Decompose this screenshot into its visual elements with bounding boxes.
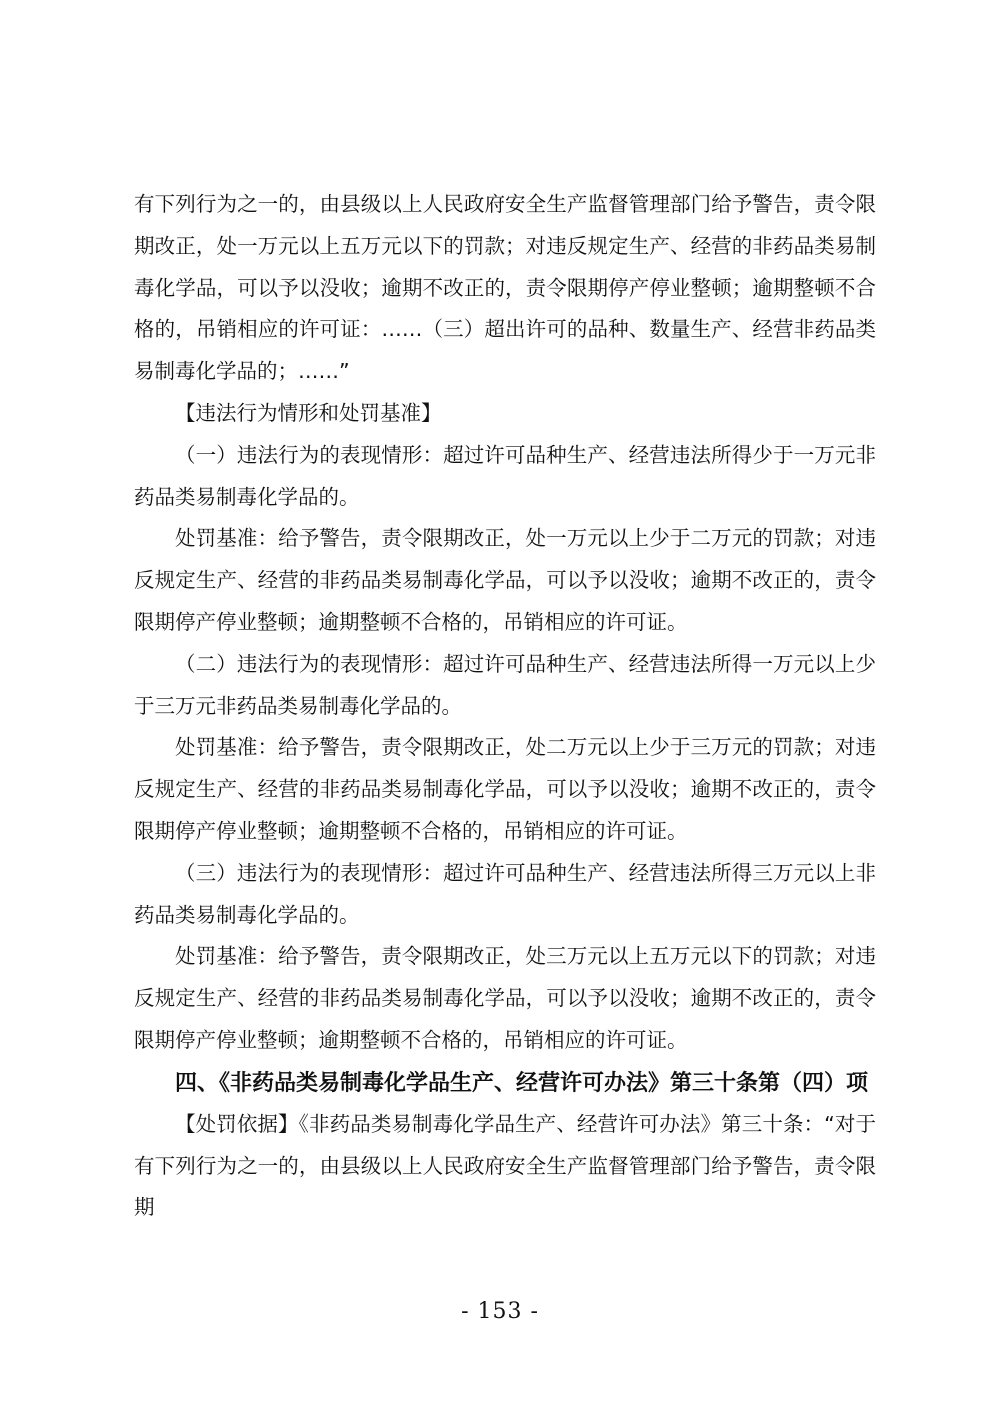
paragraph-case-three: （三）违法行为的表现情形：超过许可品种生产、经营违法所得三万元以上非药品类易制毒化学品的。 <box>134 860 876 927</box>
paragraph-legal-basis: 【处罚依据】《非药品类易制毒化学品生产、经营许可办法》第三十条：“对于有下列行为之一的，由县级以上人民政府安全生产监督管理部门给予警告，责令限期 <box>134 1111 876 1220</box>
document-body <box>134 184 876 1229</box>
paragraph-case-two: （二）违法行为的表现情形：超过许可品种生产、经营违法所得一万元以上少于三万元非药品类易制毒化学品的。 <box>134 651 876 718</box>
paragraph-continuation: 有下列行为之一的，由县级以上人民政府安全生产监督管理部门给予警告，责令限期改正，处一万元以上五万元以下的罚款；对违反规定生产、经营的非药品类易制毒化学品，可以予以没收；逾期不改正的，责令限期停产停业整顿；逾期整顿不合格的，吊销相应的许可证：……（三）超出许可的品种、数量生产、经营非药品类易制毒化学品的；……” <box>134 192 876 384</box>
paragraph-penalty-two: 处罚基准：给予警告，责令限期改正，处二万元以上少于三万元的罚款；对违反规定生产、经营的非药品类易制毒化学品，可以予以没收；逾期不改正的，责令限期停产停业整顿；逾期整顿不合格的，吊销相应的许可证。 <box>134 735 876 843</box>
paragraph-penalty-one: 处罚基准：给予警告，责令限期改正，处一万元以上少于二万元的罚款；对违反规定生产、经营的非药品类易制毒化学品，可以予以没收；逾期不改正的，责令限期停产停业整顿；逾期整顿不合格的，吊销相应的许可证。 <box>134 526 876 634</box>
paragraph-case-one: （一）违法行为的表现情形：超过许可品种生产、经营违法所得少于一万元非药品类易制毒化学品的。 <box>134 442 876 509</box>
page-number: - 153 - <box>461 1299 539 1324</box>
section-heading: 四、《非药品类易制毒化学品生产、经营许可办法》第三十条第（四）项 <box>175 1069 869 1096</box>
paragraph-section-label: 【违法行为情形和处罚基准】 <box>175 400 442 425</box>
paragraph-penalty-three: 处罚基准：给予警告，责令限期改正，处三万元以上五万元以下的罚款；对违反规定生产、经营的非药品类易制毒化学品，可以予以没收；逾期不改正的，责令限期停产停业整顿；逾期整顿不合格的，吊销相应的许可证。 <box>134 944 876 1052</box>
